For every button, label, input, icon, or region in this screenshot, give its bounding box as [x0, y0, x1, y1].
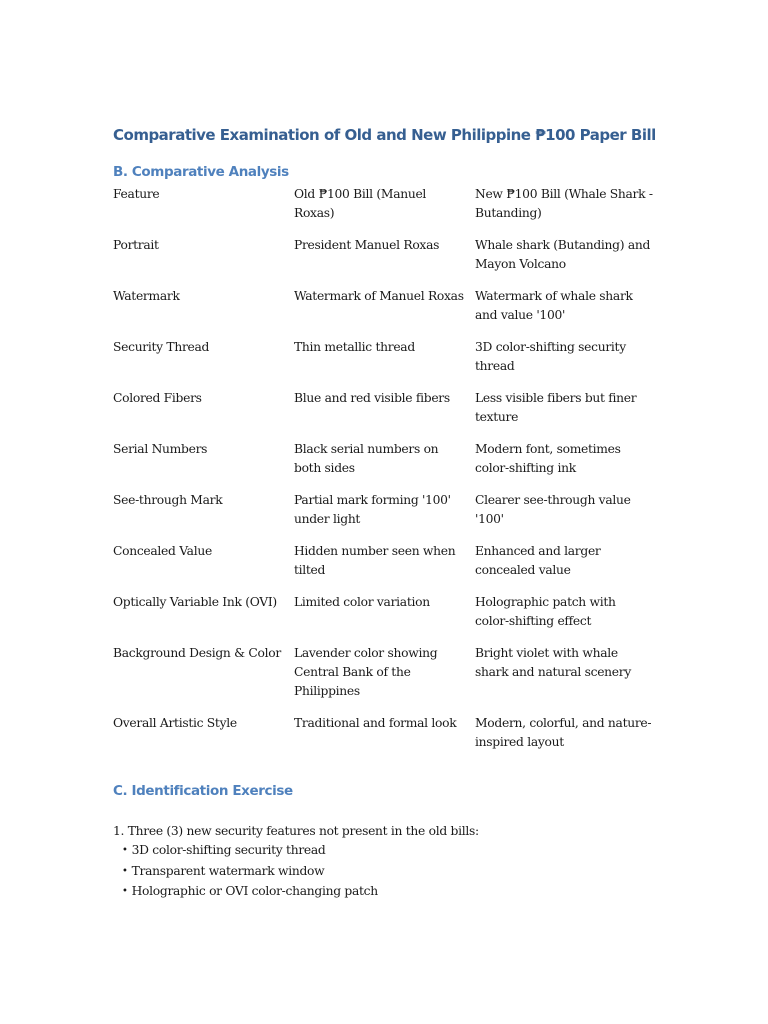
new-bill-cell: Clearer see-through value '100'	[475, 493, 631, 526]
table-row	[113, 542, 653, 580]
new-bill-cell: Modern font, sometimes color-shifting ink	[475, 442, 621, 475]
identification-exercise	[113, 822, 673, 902]
new-bill-cell: Bright violet with whale shark and natural scenery	[475, 646, 631, 679]
table-row	[113, 644, 653, 701]
answer-text: Transparent watermark window	[131, 863, 325, 878]
table-row	[113, 338, 653, 376]
table-row	[113, 714, 653, 752]
new-bill-cell: Watermark of whale shark and value '100'	[475, 289, 633, 322]
feature-cell: Background Design & Color	[113, 646, 281, 660]
table-row	[113, 236, 653, 274]
list-item	[122, 882, 673, 902]
header-new-bill: New ₱100 Bill (Whale Shark - Butanding)	[475, 187, 653, 220]
section-c-heading: C. Identification Exercise	[113, 783, 293, 799]
answer-list	[113, 841, 673, 902]
answer-text: Holographic or OVI color-changing patch	[131, 883, 378, 898]
new-bill-cell: Whale shark (Butanding) and Mayon Volcano	[475, 238, 651, 271]
new-bill-cell: Less visible fibers but finer texture	[475, 391, 637, 424]
document-title: Comparative Examination of Old and New Philippine ₱100 Paper Bill	[113, 126, 656, 144]
feature-cell: See-through Mark	[113, 493, 223, 507]
table-row	[113, 287, 653, 325]
old-bill-cell: Partial mark forming '100' under light	[294, 493, 451, 526]
header-feature: Feature	[113, 187, 160, 201]
list-item	[122, 862, 673, 882]
old-bill-cell: Thin metallic thread	[294, 340, 415, 354]
old-bill-cell: Limited color variation	[294, 595, 430, 609]
old-bill-cell: President Manuel Roxas	[294, 238, 440, 252]
exercise-question: 1. Three (3) new security features not present in the old bills:	[113, 824, 479, 838]
new-bill-cell: Holographic patch with color-shifting effect	[475, 595, 616, 628]
table-row	[113, 593, 653, 631]
feature-cell: Security Thread	[113, 340, 210, 354]
bullet-icon: •	[122, 885, 128, 897]
bullet-icon: •	[122, 865, 128, 877]
old-bill-cell: Lavender color showing Central Bank of the Philippines	[294, 646, 438, 698]
feature-cell: Portrait	[113, 238, 159, 252]
section-b-heading: B. Comparative Analysis	[113, 164, 289, 180]
table-row	[113, 440, 653, 478]
table-row	[113, 389, 653, 427]
table-row	[113, 491, 653, 529]
header-old-bill: Old ₱100 Bill (Manuel Roxas)	[294, 187, 427, 220]
old-bill-cell: Hidden number seen when tilted	[294, 544, 456, 577]
feature-cell: Colored Fibers	[113, 391, 202, 405]
list-item	[122, 841, 673, 861]
table-header-row	[113, 185, 653, 223]
new-bill-cell: Modern, colorful, and nature-inspired layout	[475, 716, 652, 749]
old-bill-cell: Watermark of Manuel Roxas	[294, 289, 464, 303]
old-bill-cell: Traditional and formal look	[294, 716, 457, 730]
feature-cell: Overall Artistic Style	[113, 716, 237, 730]
bullet-icon: •	[122, 845, 128, 857]
old-bill-cell: Black serial numbers on both sides	[294, 442, 439, 475]
answer-text: 3D color-shifting security thread	[131, 843, 326, 858]
feature-cell: Serial Numbers	[113, 442, 208, 456]
comparison-table	[113, 185, 653, 765]
new-bill-cell: 3D color-shifting security thread	[475, 340, 626, 373]
old-bill-cell: Blue and red visible fibers	[294, 391, 450, 405]
new-bill-cell: Enhanced and larger concealed value	[475, 544, 601, 577]
feature-cell: Optically Variable Ink (OVI)	[113, 595, 277, 609]
feature-cell: Concealed Value	[113, 544, 212, 558]
feature-cell: Watermark	[113, 289, 180, 303]
